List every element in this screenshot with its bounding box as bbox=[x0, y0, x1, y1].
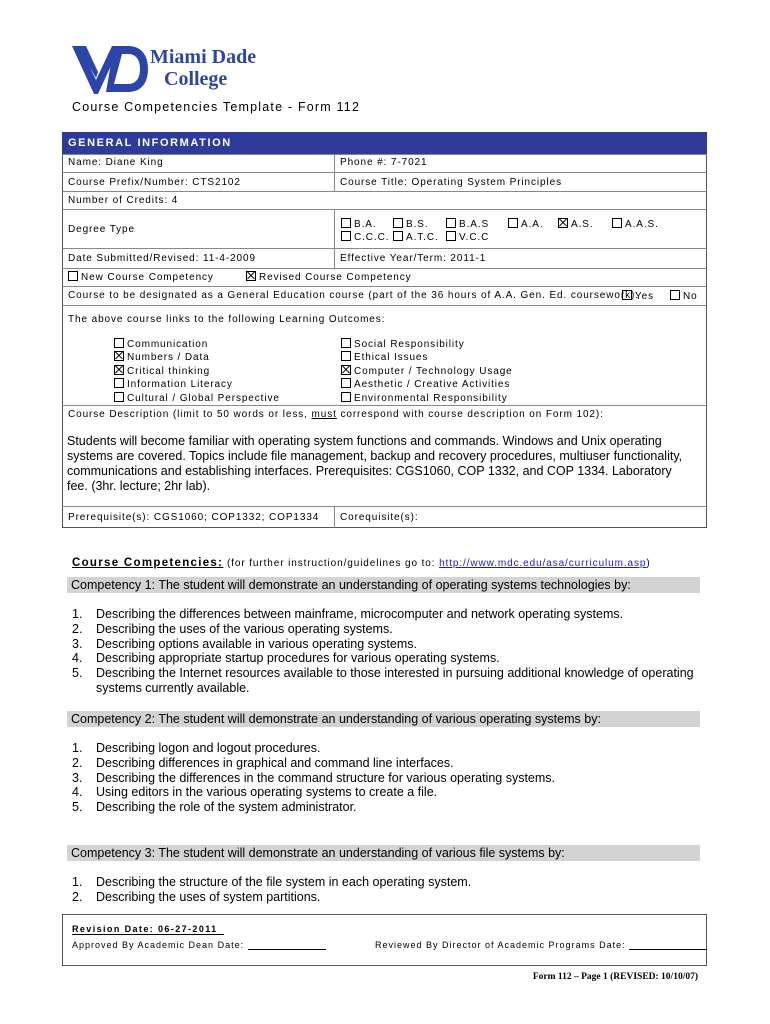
gen-ed-no-option[interactable]: No bbox=[670, 290, 698, 302]
outcome-computer-technology[interactable]: Computer / Technology Usage bbox=[341, 365, 513, 378]
checkbox-icon bbox=[393, 231, 403, 241]
list-item: 1. Describing the structure of the file system in each operating system. bbox=[72, 875, 472, 889]
form-title: Course Competencies Template - Form 112 bbox=[72, 100, 361, 114]
list-item: 5. Describing the Internet resources available to those interested in pursuing additional knowledge of operating systems currently available. bbox=[72, 666, 694, 695]
effective-term-field: Effective Year/Term: 2011-1 bbox=[340, 253, 487, 264]
degree-option-bs[interactable]: B.S. bbox=[393, 218, 429, 230]
checkbox-icon bbox=[393, 218, 403, 228]
course-title-field: Course Title: Operating System Principles bbox=[340, 177, 562, 188]
course-description-label: Course Description (limit to 50 words or less, must correspond with course description on Form 102): bbox=[68, 409, 604, 420]
checkbox-icon bbox=[114, 378, 124, 388]
degree-option-ba[interactable]: B.A. bbox=[341, 218, 377, 230]
outcomes-right-list bbox=[341, 338, 513, 405]
outcome-critical-thinking[interactable]: Critical thinking bbox=[114, 365, 280, 378]
curriculum-link[interactable]: http://www.mdc.edu/asa/curriculum.asp bbox=[439, 558, 647, 569]
degree-option-aas[interactable]: A.A.S. bbox=[612, 218, 659, 230]
checkbox-icon bbox=[341, 218, 351, 228]
checkbox-icon bbox=[114, 338, 124, 348]
revision-date: Revision Date: 06-27-2011 bbox=[72, 924, 224, 935]
checkbox-icon bbox=[670, 290, 680, 300]
outcome-aesthetic-creative[interactable]: Aesthetic / Creative Activities bbox=[341, 378, 513, 391]
new-competency-option[interactable]: New Course Competency bbox=[68, 271, 214, 283]
outcome-numbers-data[interactable]: Numbers / Data bbox=[114, 351, 280, 364]
degree-type-label: Degree Type bbox=[68, 224, 135, 235]
outcomes-left-list bbox=[114, 338, 280, 405]
checked-checkbox-icon bbox=[246, 271, 256, 281]
competency-1-list bbox=[72, 607, 702, 696]
gen-ed-yes-option[interactable]: Yes bbox=[622, 290, 654, 302]
list-item: 1. Describing logon and logout procedures. bbox=[72, 741, 321, 755]
checkbox-icon bbox=[341, 351, 351, 361]
name-field: Name: Diane King bbox=[68, 157, 164, 168]
checkbox-icon bbox=[341, 378, 351, 388]
approved-by-dean: Approved By Academic Dean Date: bbox=[72, 940, 326, 950]
date-submitted-field: Date Submitted/Revised: 11-4-2009 bbox=[68, 253, 256, 264]
approved-date-line[interactable] bbox=[248, 949, 326, 950]
competency-2-list bbox=[72, 741, 702, 815]
logo-text-line2: College bbox=[164, 68, 228, 90]
checkbox-icon bbox=[622, 290, 632, 300]
reviewed-date-line[interactable] bbox=[629, 949, 707, 950]
outcomes-intro: The above course links to the following Learning Outcomes: bbox=[68, 314, 386, 325]
checkbox-icon bbox=[446, 218, 456, 228]
course-description-text: Students will become familiar with operating system functions and commands. Windows and Unix operating systems are covered. Topics include file management, backup and recovery procedures, multiuser functionality, communications and establishing interfaces. Prerequisites: CGS1060, COP 1332, and COP 1334. Laboratory fee. (3hr. lecture; 2hr lab). bbox=[67, 434, 683, 493]
competency-2-title: Competency 2: The student will demonstrate an understanding of various operating systems by: bbox=[67, 711, 700, 727]
outcome-environmental[interactable]: Environmental Responsibility bbox=[341, 392, 513, 405]
reviewed-by-director: Reviewed By Director of Academic Programs Date: bbox=[375, 940, 707, 950]
outcome-social-responsibility[interactable]: Social Responsibility bbox=[341, 338, 513, 351]
corequisites-field: Corequisite(s): bbox=[340, 512, 419, 523]
page-footer: Form 112 – Page 1 (REVISED: 10/10/07) bbox=[532, 972, 698, 982]
checkbox-icon bbox=[341, 338, 351, 348]
outcome-information-literacy[interactable]: Information Literacy bbox=[114, 378, 280, 391]
outcome-communication[interactable]: Communication bbox=[114, 338, 280, 351]
competency-3-title: Competency 3: The student will demonstrate an understanding of various file systems by: bbox=[67, 845, 700, 861]
course-prefix-field: Course Prefix/Number: CTS2102 bbox=[68, 177, 241, 188]
logo-text-line1: Miami Dade bbox=[150, 46, 257, 68]
checkbox-icon bbox=[446, 231, 456, 241]
logo-mark-icon bbox=[72, 44, 148, 94]
degree-option-vcc[interactable]: V.C.C bbox=[446, 231, 489, 243]
degree-option-atc[interactable]: A.T.C. bbox=[393, 231, 439, 243]
degree-option-ccc[interactable]: C.C.C. bbox=[341, 231, 389, 243]
list-item: 2. Describing differences in graphical and command line interfaces. bbox=[72, 755, 454, 770]
outcome-cultural-global[interactable]: Cultural / Global Perspective bbox=[114, 392, 280, 405]
list-item: 3. Describing options available in various operating systems. bbox=[72, 636, 417, 651]
checkbox-icon bbox=[508, 218, 518, 228]
prerequisites-field: Prerequisite(s): CGS1060; COP1332; COP1334 bbox=[68, 512, 320, 523]
competency-1-title: Competency 1: The student will demonstrate an understanding of operating systems technologies by: bbox=[67, 577, 700, 593]
list-item: 3. Describing the differences in the command structure for various operating systems. bbox=[72, 770, 556, 785]
checked-checkbox-icon bbox=[114, 365, 124, 375]
gen-ed-question: Course to be designated as a General Education course (part of the 36 hours of A.A. Gen. Ed. coursework): bbox=[68, 290, 639, 301]
list-item: 4. Using editors in the various operating systems to create a file. bbox=[72, 785, 438, 800]
phone-field: Phone #: 7-7021 bbox=[340, 157, 428, 168]
list-item: 2. Describing the uses of the various operating systems. bbox=[72, 621, 393, 636]
credits-field: Number of Credits: 4 bbox=[68, 195, 179, 206]
degree-option-aa[interactable]: A.A. bbox=[508, 218, 544, 230]
degree-option-bas[interactable]: B.A.S bbox=[446, 218, 489, 230]
checked-checkbox-icon bbox=[114, 351, 124, 361]
list-item: 1. Describing the differences between mainframe, microcomputer and network operating systems. bbox=[72, 607, 624, 621]
college-logo bbox=[72, 44, 292, 96]
competencies-heading: Course Competencies: bbox=[72, 557, 224, 569]
degree-option-as[interactable]: A.S. bbox=[558, 218, 594, 230]
general-information-header: GENERAL INFORMATION bbox=[62, 132, 707, 154]
checked-checkbox-icon bbox=[341, 365, 351, 375]
competency-3-list bbox=[72, 875, 702, 905]
checkbox-icon bbox=[114, 392, 124, 402]
checkbox-icon bbox=[68, 271, 78, 281]
checkbox-icon bbox=[341, 231, 351, 241]
checkbox-icon bbox=[612, 218, 622, 228]
outcome-ethical-issues[interactable]: Ethical Issues bbox=[341, 351, 513, 364]
checked-checkbox-icon bbox=[558, 218, 568, 228]
list-item: 5. Describing the role of the system administrator. bbox=[72, 800, 357, 815]
list-item: 4. Describing appropriate startup procedures for various operating systems. bbox=[72, 651, 500, 666]
checkbox-icon bbox=[341, 392, 351, 402]
competencies-heading-line: Course Competencies: (for further instruction/guidelines go to: http://www.mdc.edu/asa/curriculum.asp) bbox=[72, 557, 651, 569]
list-item: 2. Describing the uses of system partitions. bbox=[72, 889, 321, 904]
revised-competency-option[interactable]: Revised Course Competency bbox=[246, 271, 412, 283]
